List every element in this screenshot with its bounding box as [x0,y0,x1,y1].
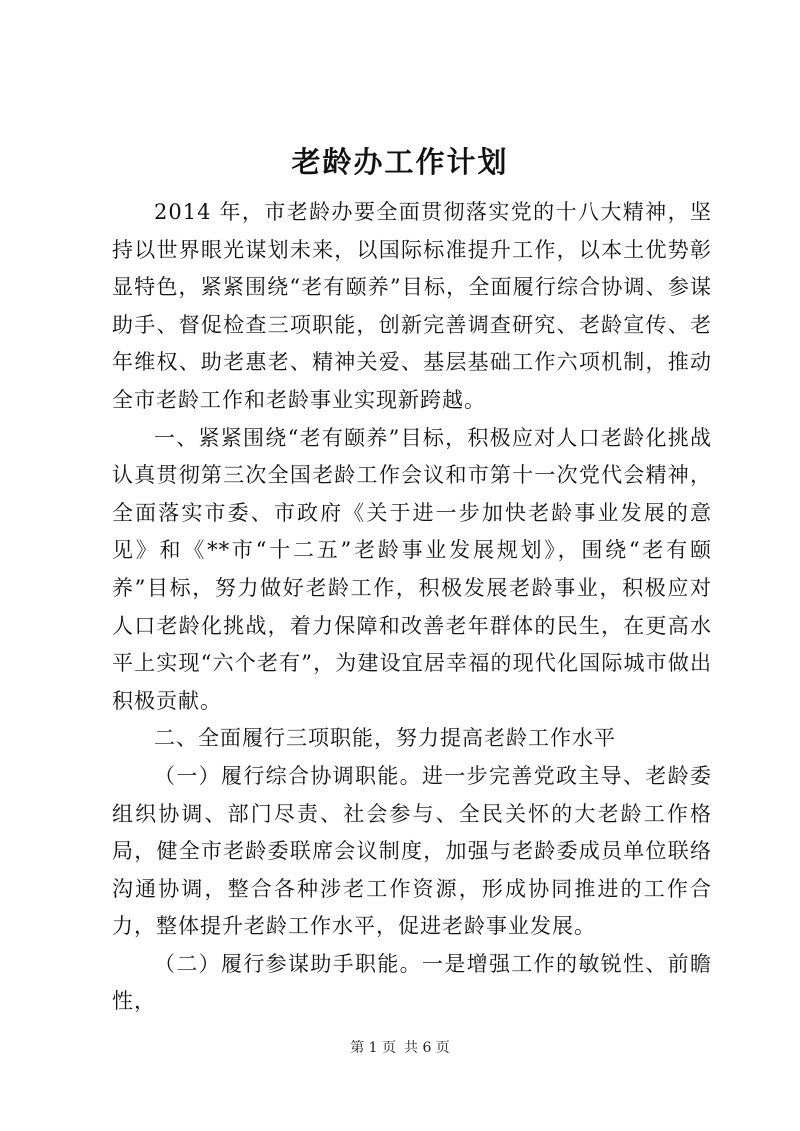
paragraph-item-one: （一）履行综合协调职能。进一步完善党政主导、老龄委组织协调、部门尽责、社会参与、全民关怀的大老龄工作格局，健全市老龄委联席会议制度，加强与老龄委成员单位联络沟通协调，整合各种涉老工作资源，形成协同推进的工作合力，整体提升老龄工作水平，促进老龄事业发展。 [112,763,712,939]
page-footer [0,1038,800,1058]
paragraph-intro: 2014 年，市老龄办要全面贯彻落实党的十八大精神，坚持以世界眼光谋划未来，以国际标准提升工作，以本土优势彰显特色，紧紧围绕“老有颐养”目标，全面履行综合协调、参谋助手、督促检查三项职能，创新完善调查研究、老龄宣传、老年维权、助老惠老、精神关爱、基层基础工作六项机制，推动全市老龄工作和老龄事业实现新跨越。 [112,200,712,412]
paragraph-section-two-heading: 二、全面履行三项职能，努力提高老龄工作水平 [154,726,616,751]
paragraph-item-two: （二）履行参谋助手职能。一是增强工作的敏锐性、前瞻性， [112,951,712,1014]
page-number: 第 1 页 [350,1040,396,1056]
document-body [112,194,712,1021]
page-total: 共 6 页 [404,1040,450,1056]
paragraph-section-one: 一、紧紧围绕“老有颐养”目标，积极应对人口老龄化挑战认真贯彻第三次全国老龄工作会议和市第十一次党代会精神，全面落实市委、市政府《关于进一步加快老龄事业发展的意见》和《**市“十二五”老龄事业发展规划》，围绕“老有颐养”目标，努力做好老龄工作，积极发展老龄事业，积极应对人口老龄化挑战，着力保障和改善老年群体的民生，在更高水平上实现“六个老有”，为建设宜居幸福的现代化国际城市做出积极贡献。 [112,425,712,713]
document-title: 老龄办工作计划 [291,145,509,179]
